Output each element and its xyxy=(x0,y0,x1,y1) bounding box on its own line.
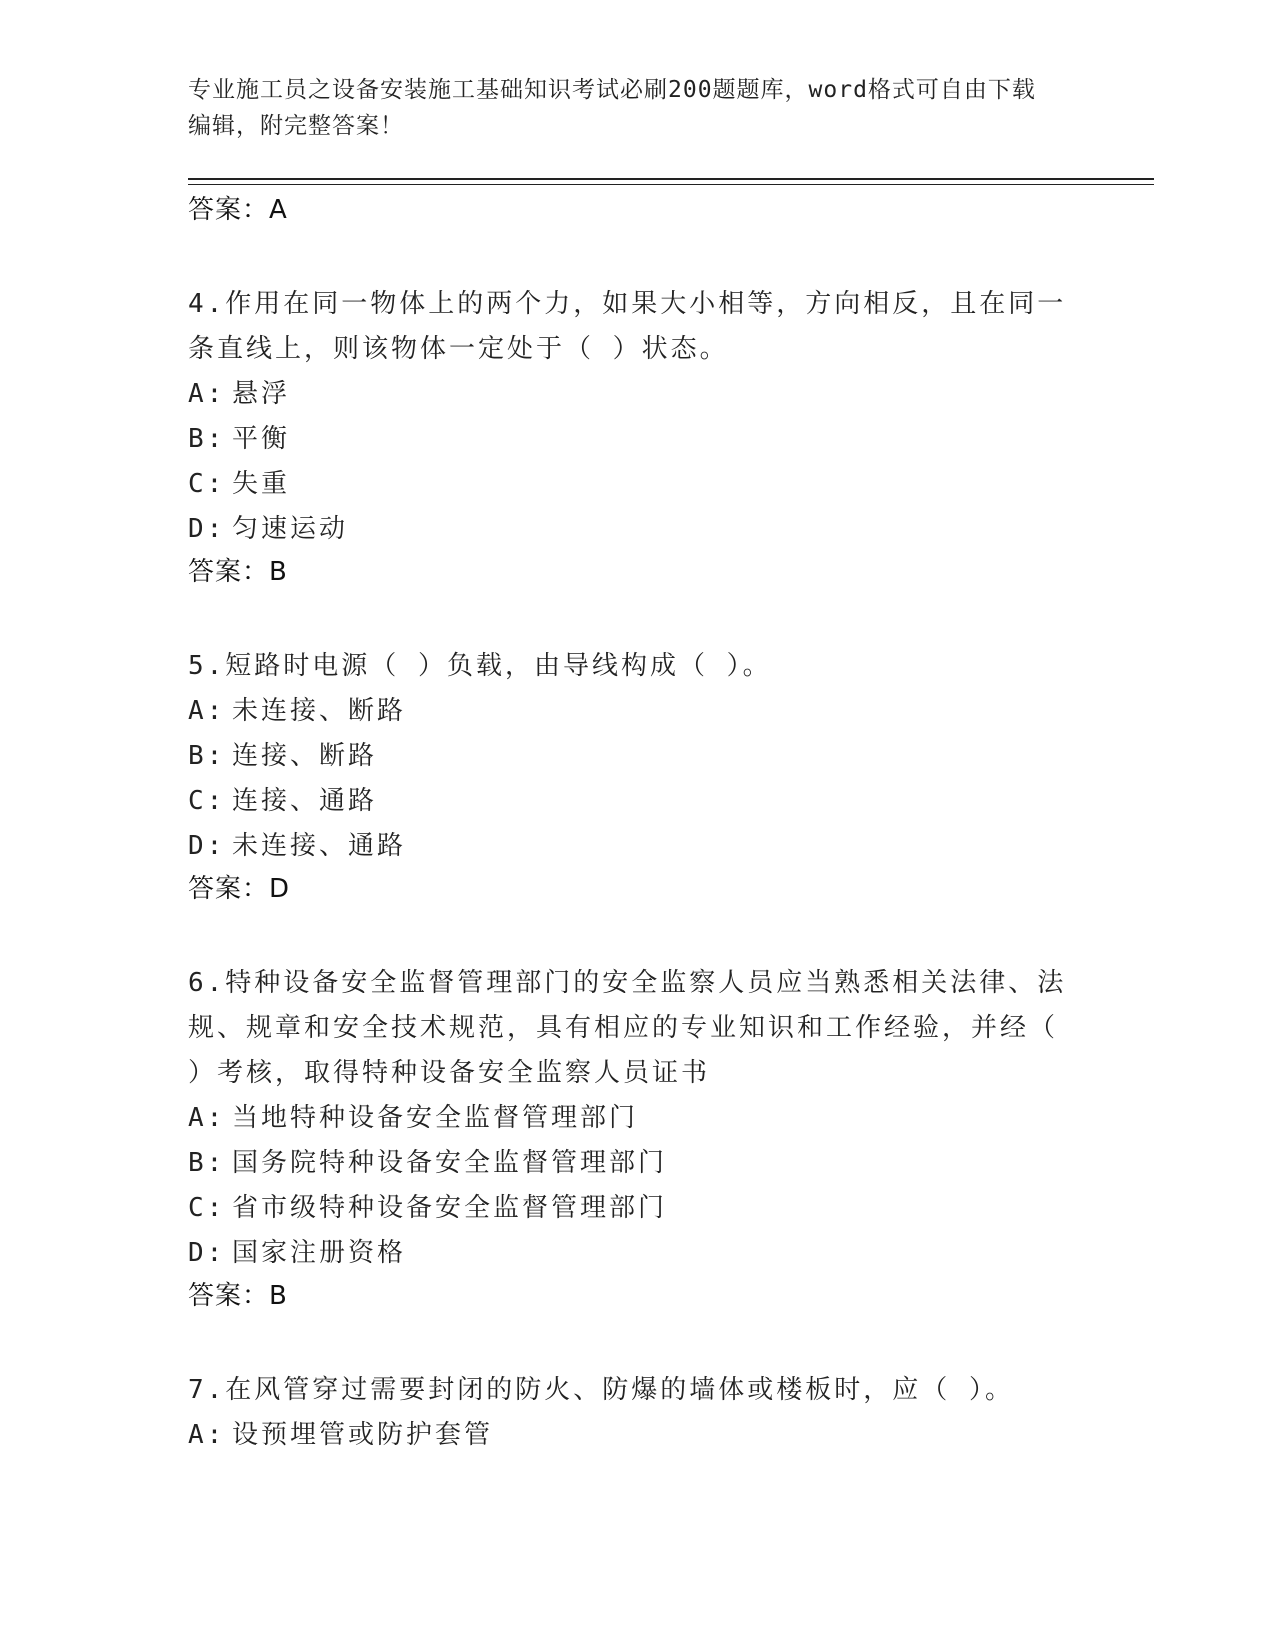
option-text: 未连接、通路 xyxy=(232,831,407,861)
option-key: B: xyxy=(188,424,226,454)
option-b xyxy=(188,1141,1068,1186)
question-7 xyxy=(188,1368,1068,1458)
question-answer: 答案：B xyxy=(188,557,288,587)
option-key: A: xyxy=(188,379,226,409)
option-key: D: xyxy=(188,514,226,544)
option-text: 未连接、断路 xyxy=(232,696,407,726)
option-text: 匀速运动 xyxy=(232,514,349,544)
question-stem-line: 规、规章和安全技术规范，具有相应的专业知识和工作经验，并经（ xyxy=(188,1013,1059,1043)
option-text: 设预埋管或防护套管 xyxy=(232,1420,494,1450)
question-stem xyxy=(188,644,1068,689)
question-stem xyxy=(188,1368,1068,1413)
option-a xyxy=(188,1413,1068,1458)
question-stem-line: 4.作用在同一物体上的两个力，如果大小相等，方向相反，且在同一 xyxy=(188,289,1067,319)
option-text: 省市级特种设备安全监督管理部门 xyxy=(232,1193,668,1223)
option-key: C: xyxy=(188,1193,226,1223)
option-c xyxy=(188,1186,1068,1231)
option-text: 平衡 xyxy=(232,424,291,454)
option-key: B: xyxy=(188,741,226,771)
question-stem-line: ）考核，取得特种设备安全监察人员证书 xyxy=(188,1058,711,1088)
question-stem-line: 5.短路时电源（ ）负载，由导线构成（ ）。 xyxy=(188,651,772,681)
option-key: D: xyxy=(188,1238,226,1268)
option-text: 悬浮 xyxy=(232,379,291,409)
question-6 xyxy=(188,961,1068,1320)
option-c xyxy=(188,462,1068,507)
option-c xyxy=(188,779,1068,824)
question-stem xyxy=(188,282,1068,372)
option-a xyxy=(188,372,1068,417)
question-stem-line: 条直线上，则该物体一定处于（ ）状态。 xyxy=(188,334,729,364)
option-key: D: xyxy=(188,831,226,861)
header-divider-thick xyxy=(188,178,1154,180)
option-key: B: xyxy=(188,1148,226,1178)
question-5 xyxy=(188,644,1068,913)
question-answer: 答案：D xyxy=(188,874,291,904)
question-stem-line: 7.在风管穿过需要封闭的防火、防爆的墙体或楼板时，应（ ）。 xyxy=(188,1375,1014,1405)
question-stem-line: 6.特种设备安全监督管理部门的安全监察人员应当熟悉相关法律、法 xyxy=(188,968,1067,998)
header-divider-thin xyxy=(188,184,1154,185)
option-text: 失重 xyxy=(232,469,291,499)
document-header xyxy=(188,72,1068,144)
previous-question-answer: 答案：A xyxy=(188,195,288,225)
option-text: 连接、断路 xyxy=(232,741,378,771)
option-a xyxy=(188,689,1068,734)
header-title-line-1: 专业施工员之设备安装施工基础知识考试必刷200题题库，word格式可自由下载 xyxy=(188,77,1036,103)
option-key: C: xyxy=(188,469,226,499)
option-key: A: xyxy=(188,1420,226,1450)
option-text: 国务院特种设备安全监督管理部门 xyxy=(232,1148,668,1178)
question-4 xyxy=(188,282,1068,596)
option-key: C: xyxy=(188,786,226,816)
option-d xyxy=(188,1231,1068,1276)
option-b xyxy=(188,417,1068,462)
option-key: A: xyxy=(188,1103,226,1133)
option-d xyxy=(188,507,1068,552)
option-b xyxy=(188,734,1068,779)
option-d xyxy=(188,824,1068,869)
question-stem xyxy=(188,961,1068,1096)
question-list xyxy=(188,190,1068,1458)
option-text: 连接、通路 xyxy=(232,786,378,816)
option-text: 当地特种设备安全监督管理部门 xyxy=(232,1103,639,1133)
option-key: A: xyxy=(188,696,226,726)
header-title-line-2: 编辑，附完整答案！ xyxy=(188,113,404,139)
question-answer: 答案：B xyxy=(188,1281,288,1311)
option-text: 国家注册资格 xyxy=(232,1238,407,1268)
option-a xyxy=(188,1096,1068,1141)
